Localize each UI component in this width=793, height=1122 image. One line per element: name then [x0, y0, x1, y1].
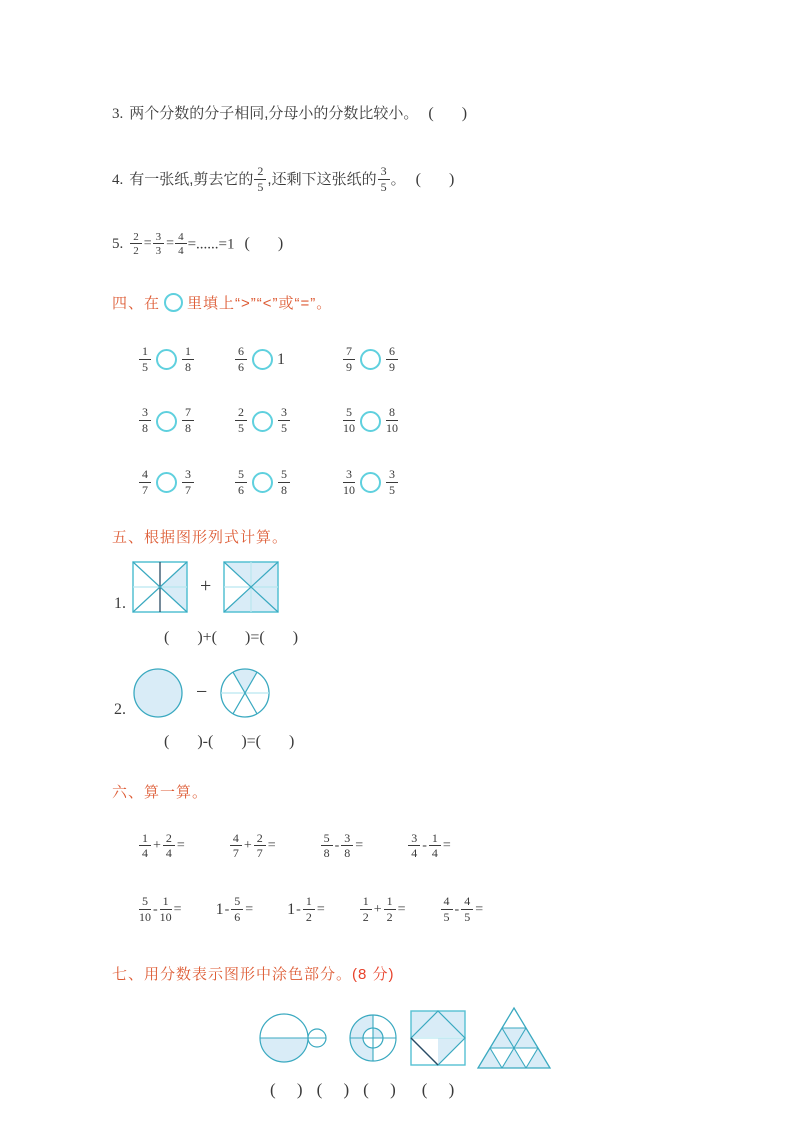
fraction: $\frac{3}{5}$ [386, 468, 398, 498]
problem2-figures [114, 667, 753, 719]
comparison-item [234, 345, 342, 375]
fraction: $\frac{3}{8}$ [341, 832, 353, 862]
answer-parentheses: ( ) [244, 235, 284, 253]
fraction: $\frac{6}{9}$ [386, 345, 398, 375]
equals-sign: = [173, 902, 182, 918]
section4-title [112, 292, 753, 313]
calc-row-1 [138, 832, 753, 862]
circle-figure-sixths [219, 667, 271, 719]
blank-circle-icon [164, 293, 183, 312]
section-title-text: 里填上“>”“<”或“=”。 [187, 294, 333, 312]
comparison-item [234, 406, 342, 436]
operator: - [153, 902, 158, 918]
compare-row-2 [138, 406, 753, 436]
equals-sign: = [442, 838, 451, 854]
fraction: $\frac{1}{8}$ [182, 345, 194, 375]
minus-sign: − [196, 681, 208, 704]
section-title-text: 四、在 [112, 294, 161, 312]
answer-circle [360, 472, 381, 493]
fraction: $\frac{3}{8}$ [139, 406, 151, 436]
fraction: $\frac{2}{5}$ [235, 406, 247, 436]
circle-half-shaded-with-small-circle [256, 1009, 336, 1067]
comparison-item [234, 468, 342, 498]
circle-figure-shaded [132, 667, 184, 719]
fraction: $\frac{4}{5}$ [461, 895, 473, 925]
item-text: 有一张纸,剪去它的 [129, 170, 254, 188]
fraction: $\frac{4}{4}$ [175, 231, 187, 258]
calc-expression [229, 832, 276, 862]
fraction: $\frac{2}{2}$ [130, 231, 142, 258]
whole-number: 1 [287, 901, 296, 919]
fraction: $\frac{4}{7}$ [230, 832, 242, 862]
section-title-text: 七、用分数表示图形中涂色部分。 [112, 965, 353, 983]
square-figure-left [132, 561, 188, 613]
operator: + [153, 838, 161, 854]
equals-sign: = [245, 902, 254, 918]
equals-sign: = [143, 236, 152, 252]
answer-circle [156, 349, 177, 370]
answer-circle [156, 411, 177, 432]
fraction: $\frac{6}{6}$ [235, 345, 247, 375]
calc-expression [138, 895, 182, 925]
fraction: $\frac{3}{5}$ [378, 165, 390, 195]
calc-expression [359, 895, 406, 925]
fraction: $\frac{5}{8}$ [278, 468, 290, 498]
plus-sign: + [200, 575, 212, 598]
judge-item-3 [112, 103, 753, 125]
answer-circle [156, 472, 177, 493]
answer-parentheses: ( ) [270, 1079, 303, 1099]
operator: - [422, 838, 427, 854]
equals-sign: = [355, 838, 364, 854]
equals-sign: = [176, 838, 185, 854]
operator: + [243, 838, 252, 854]
fraction: $\frac{2}{7}$ [254, 832, 266, 862]
triangle-of-nine-triangles [476, 1006, 552, 1070]
fraction: $\frac{1}{4}$ [139, 832, 151, 862]
operator: - [334, 838, 340, 854]
fraction: $\frac{3}{5}$ [278, 406, 290, 436]
equals-sign: = [316, 902, 325, 918]
problem-number: 2. [114, 700, 126, 718]
fraction: $\frac{5}{6}$ [231, 895, 243, 925]
answer-circle [360, 411, 381, 432]
comparison-item [138, 468, 234, 498]
fraction: $\frac{3}{3}$ [153, 231, 165, 258]
fraction: $\frac{1}{5}$ [139, 345, 151, 375]
fraction: $\frac{3}{4}$ [408, 832, 420, 862]
operator: + [373, 902, 382, 918]
fraction: $\frac{5}{10}$ [343, 405, 355, 436]
item-text: 。 [390, 170, 406, 188]
answer-parentheses: ( ) [421, 1079, 455, 1099]
problem-number: 1. [114, 594, 126, 612]
fraction: $\frac{5}{10}$ [139, 894, 151, 925]
shape-answer-parens [270, 1080, 753, 1100]
fraction: $\frac{1}{10}$ [159, 894, 172, 925]
item-number: 4. [112, 171, 124, 188]
calc-expression [407, 832, 451, 862]
shaded-shapes-row [256, 1006, 753, 1070]
calc-expression [440, 895, 484, 925]
fraction: $\frac{1}{4}$ [429, 832, 441, 862]
problem1-figures [114, 561, 753, 613]
judge-item-4 [112, 165, 753, 195]
answer-circle [360, 349, 381, 370]
item-text: 两个分数的分子相同,分母小的分数比较小。 [129, 105, 419, 122]
operator: - [224, 902, 230, 918]
problem2-answer-line: ( )-( )=( ) [164, 732, 295, 750]
calc-expression [216, 895, 254, 925]
fraction: $\frac{5}{8}$ [321, 832, 333, 862]
answer-circle [252, 472, 273, 493]
calc-expression [320, 832, 364, 862]
fraction: $\frac{4}{5}$ [441, 895, 453, 925]
fraction: $\frac{4}{7}$ [139, 468, 151, 498]
item-text: ,还剩下这张纸的 [267, 170, 377, 188]
fraction: $\frac{5}{6}$ [235, 468, 247, 498]
score-label: (8 分) [352, 965, 395, 983]
whole-number: 1 [277, 350, 285, 368]
calc-expression [138, 832, 185, 862]
item-number: 3. [112, 106, 124, 122]
equals-sign: = [475, 902, 484, 918]
comparison-item [342, 468, 399, 498]
calc-row-2 [138, 895, 753, 925]
fraction: $\frac{3}{7}$ [182, 468, 194, 498]
fraction: $\frac{2}{5}$ [254, 165, 266, 195]
equals-sign: = [166, 236, 175, 252]
comparison-item [342, 406, 399, 436]
fraction: $\frac{1}{2}$ [303, 895, 315, 925]
section6-title: 六、算一算。 [112, 783, 209, 801]
compare-row-3 [138, 468, 753, 498]
answer-parentheses: ( ) [316, 1079, 350, 1099]
answer-circle [252, 411, 273, 432]
item-text: =......=1 [187, 236, 235, 253]
answer-parentheses: ( ) [428, 105, 468, 122]
fraction: $\frac{1}{2}$ [360, 895, 372, 925]
fraction: $\frac{7}{9}$ [343, 345, 355, 375]
answer-circle [252, 349, 273, 370]
operator: - [454, 902, 460, 918]
answer-parentheses: ( ) [363, 1079, 396, 1099]
comparison-item [138, 345, 234, 375]
comparison-item [138, 406, 234, 436]
calc-expression [287, 895, 325, 925]
answer-parentheses: ( ) [415, 170, 455, 188]
equals-sign: = [267, 838, 276, 854]
fraction: $\frac{2}{4}$ [163, 832, 175, 862]
operator: - [296, 902, 301, 918]
square-figure-right [223, 561, 279, 613]
fraction: $\frac{1}{2}$ [384, 895, 396, 925]
section5-title: 五、根据图形列式计算。 [112, 528, 289, 546]
item-number: 5. [112, 236, 124, 253]
fraction: $\frac{3}{10}$ [343, 467, 355, 497]
equals-sign: = [397, 902, 406, 918]
concentric-circle-quadrants [346, 1011, 400, 1065]
compare-row-1 [138, 345, 753, 375]
section7-title [112, 963, 753, 984]
square-with-inscribed-diamond [410, 1010, 466, 1066]
comparison-item [342, 345, 399, 375]
fraction: $\frac{7}{8}$ [182, 406, 194, 436]
judge-item-5 [112, 231, 753, 258]
problem1-answer-line: ( )+( )=( ) [164, 628, 299, 646]
fraction: $\frac{8}{10}$ [386, 405, 398, 436]
whole-number: 1 [215, 901, 224, 919]
